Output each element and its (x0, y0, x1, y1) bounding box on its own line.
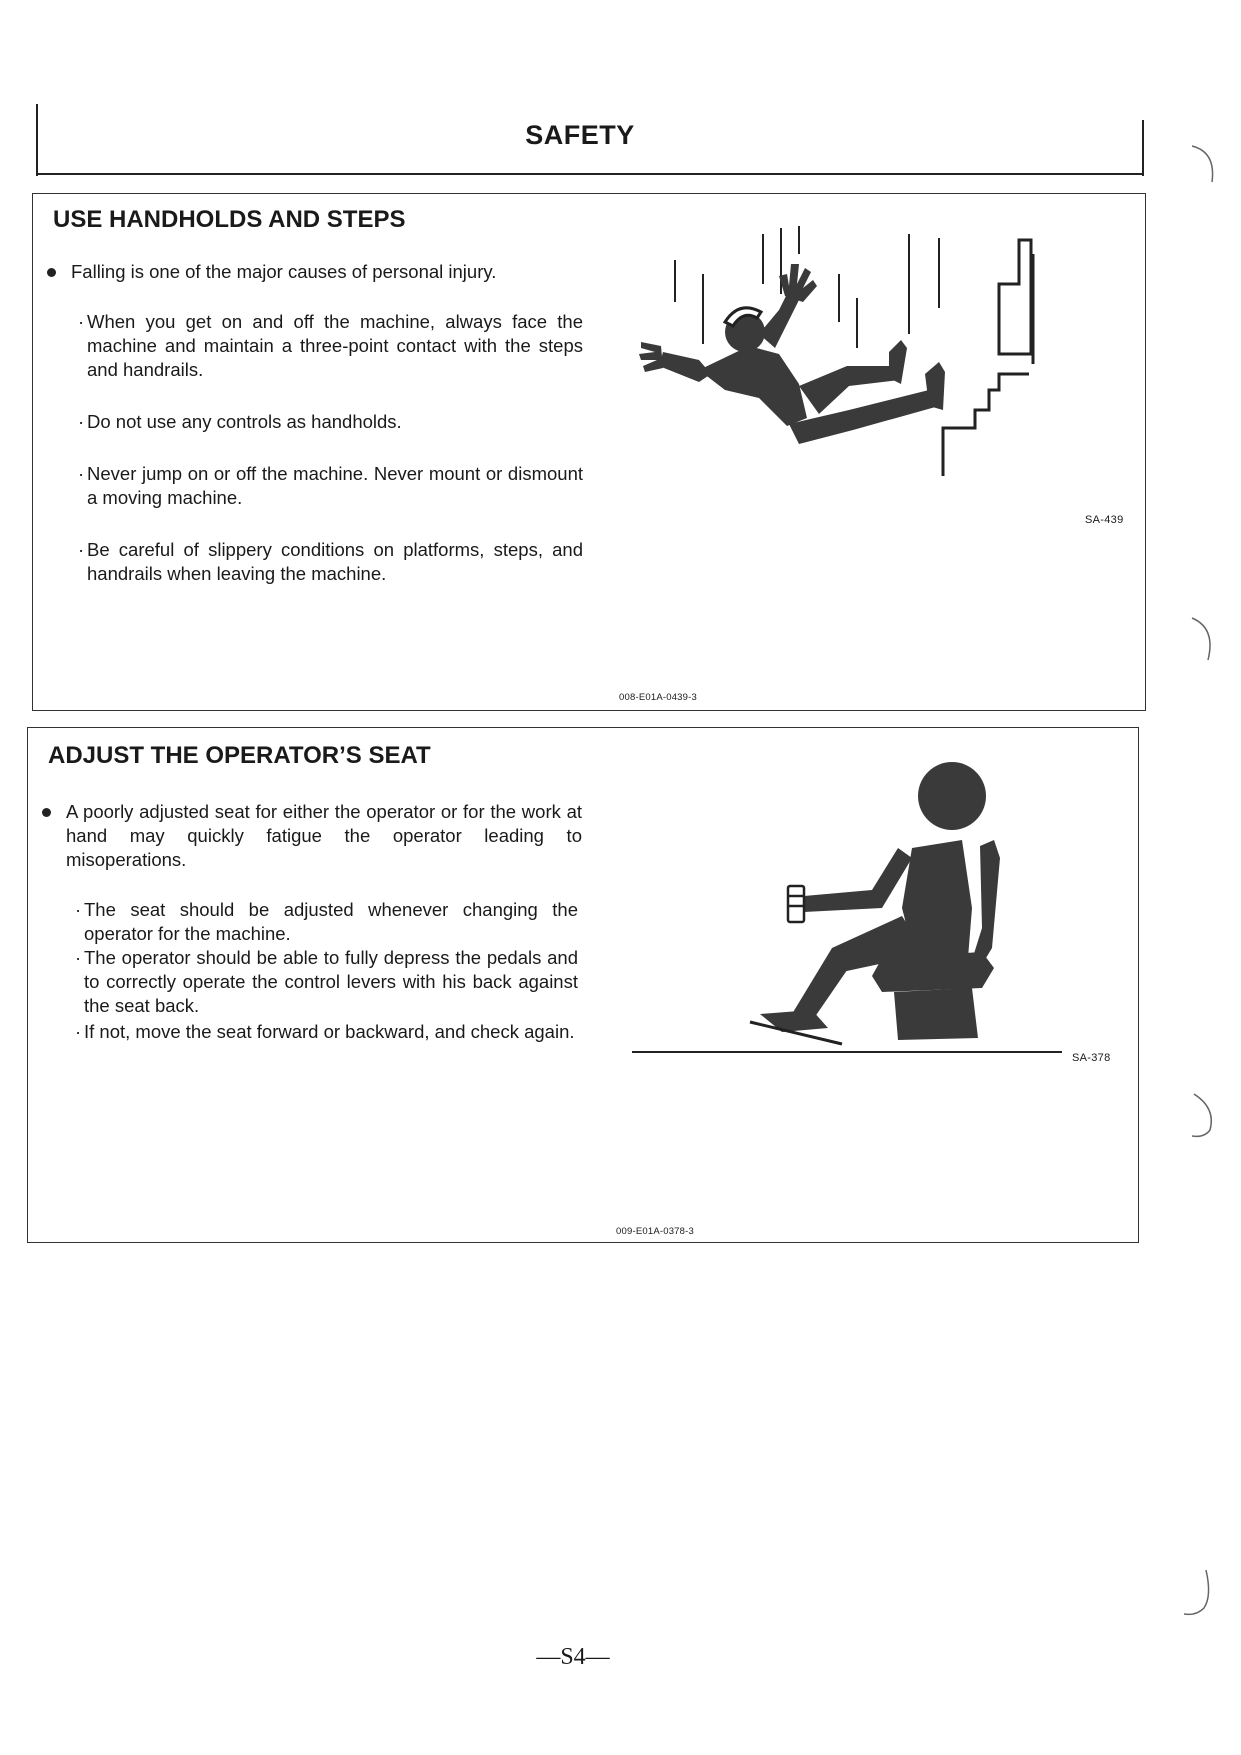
section-adjust-seat (27, 727, 1139, 1243)
sub-item-text: Never jump on or off the machine. Never mount or dismount a moving machine. (87, 463, 583, 508)
section-use-handholds (32, 193, 1146, 711)
page-number: —S4— (536, 1644, 610, 1670)
sub-item (75, 1020, 578, 1044)
sub-item (78, 462, 583, 510)
header-right-rule (1142, 120, 1144, 176)
sub-item (75, 946, 578, 1018)
reference-code: 009-E01A-0378-3 (616, 1226, 694, 1237)
header-bottom-rule (36, 173, 1144, 175)
sub-item-text: Be careful of slippery conditions on platforms, steps, and handrails when leaving the machine. (87, 539, 583, 584)
figure-code: SA-439 (1085, 514, 1124, 526)
bullet-dot-icon (42, 808, 51, 817)
sub-bullet-icon: · (75, 1021, 82, 1042)
sub-bullet-icon: · (78, 311, 85, 332)
sub-bullet-icon: · (78, 411, 85, 432)
sub-bullet-icon: · (78, 463, 85, 484)
header-left-rule (36, 104, 38, 176)
section-title: ADJUST THE OPERATOR’S SEAT (48, 742, 431, 769)
sub-item-text: The operator should be able to fully depress the pedals and to correctly operate the control levers with his back against the seat back. (84, 947, 578, 1016)
falling-worker-icon (639, 214, 1139, 494)
sub-item-text: If not, move the seat forward or backward, and check again. (84, 1021, 575, 1042)
sub-item (78, 310, 583, 382)
punch-hole-mark-icon (1186, 614, 1226, 670)
punch-hole-mark-icon (1186, 1090, 1226, 1146)
seated-operator-icon (632, 748, 1132, 1058)
section-title: USE HANDHOLDS AND STEPS (53, 206, 406, 233)
punch-hole-mark-icon (1186, 142, 1226, 198)
sub-item (78, 538, 583, 586)
sub-bullet-icon: · (75, 899, 82, 920)
figure-code: SA-378 (1072, 1052, 1111, 1064)
sub-item (78, 410, 583, 434)
sub-item (75, 898, 578, 946)
bullet-text: A poorly adjusted seat for either the operator or for the work at hand may quickly fatigue the operator leading to misoperations. (66, 801, 582, 870)
sub-bullet-icon: · (75, 947, 82, 968)
bullet-dot-icon (47, 268, 56, 277)
page-title: SAFETY (525, 120, 635, 150)
reference-code: 008-E01A-0439-3 (619, 692, 697, 703)
sub-item-text: Do not use any controls as handholds. (87, 411, 402, 432)
sub-item-text: When you get on and off the machine, always face the machine and maintain a three-point contact with the steps and handrails. (87, 311, 583, 380)
sub-item-text: The seat should be adjusted whenever changing the operator for the machine. (84, 899, 578, 944)
punch-hole-mark-icon (1178, 1566, 1218, 1622)
sub-bullet-icon: · (78, 539, 85, 560)
bullet-text: Falling is one of the major causes of personal injury. (71, 261, 497, 282)
